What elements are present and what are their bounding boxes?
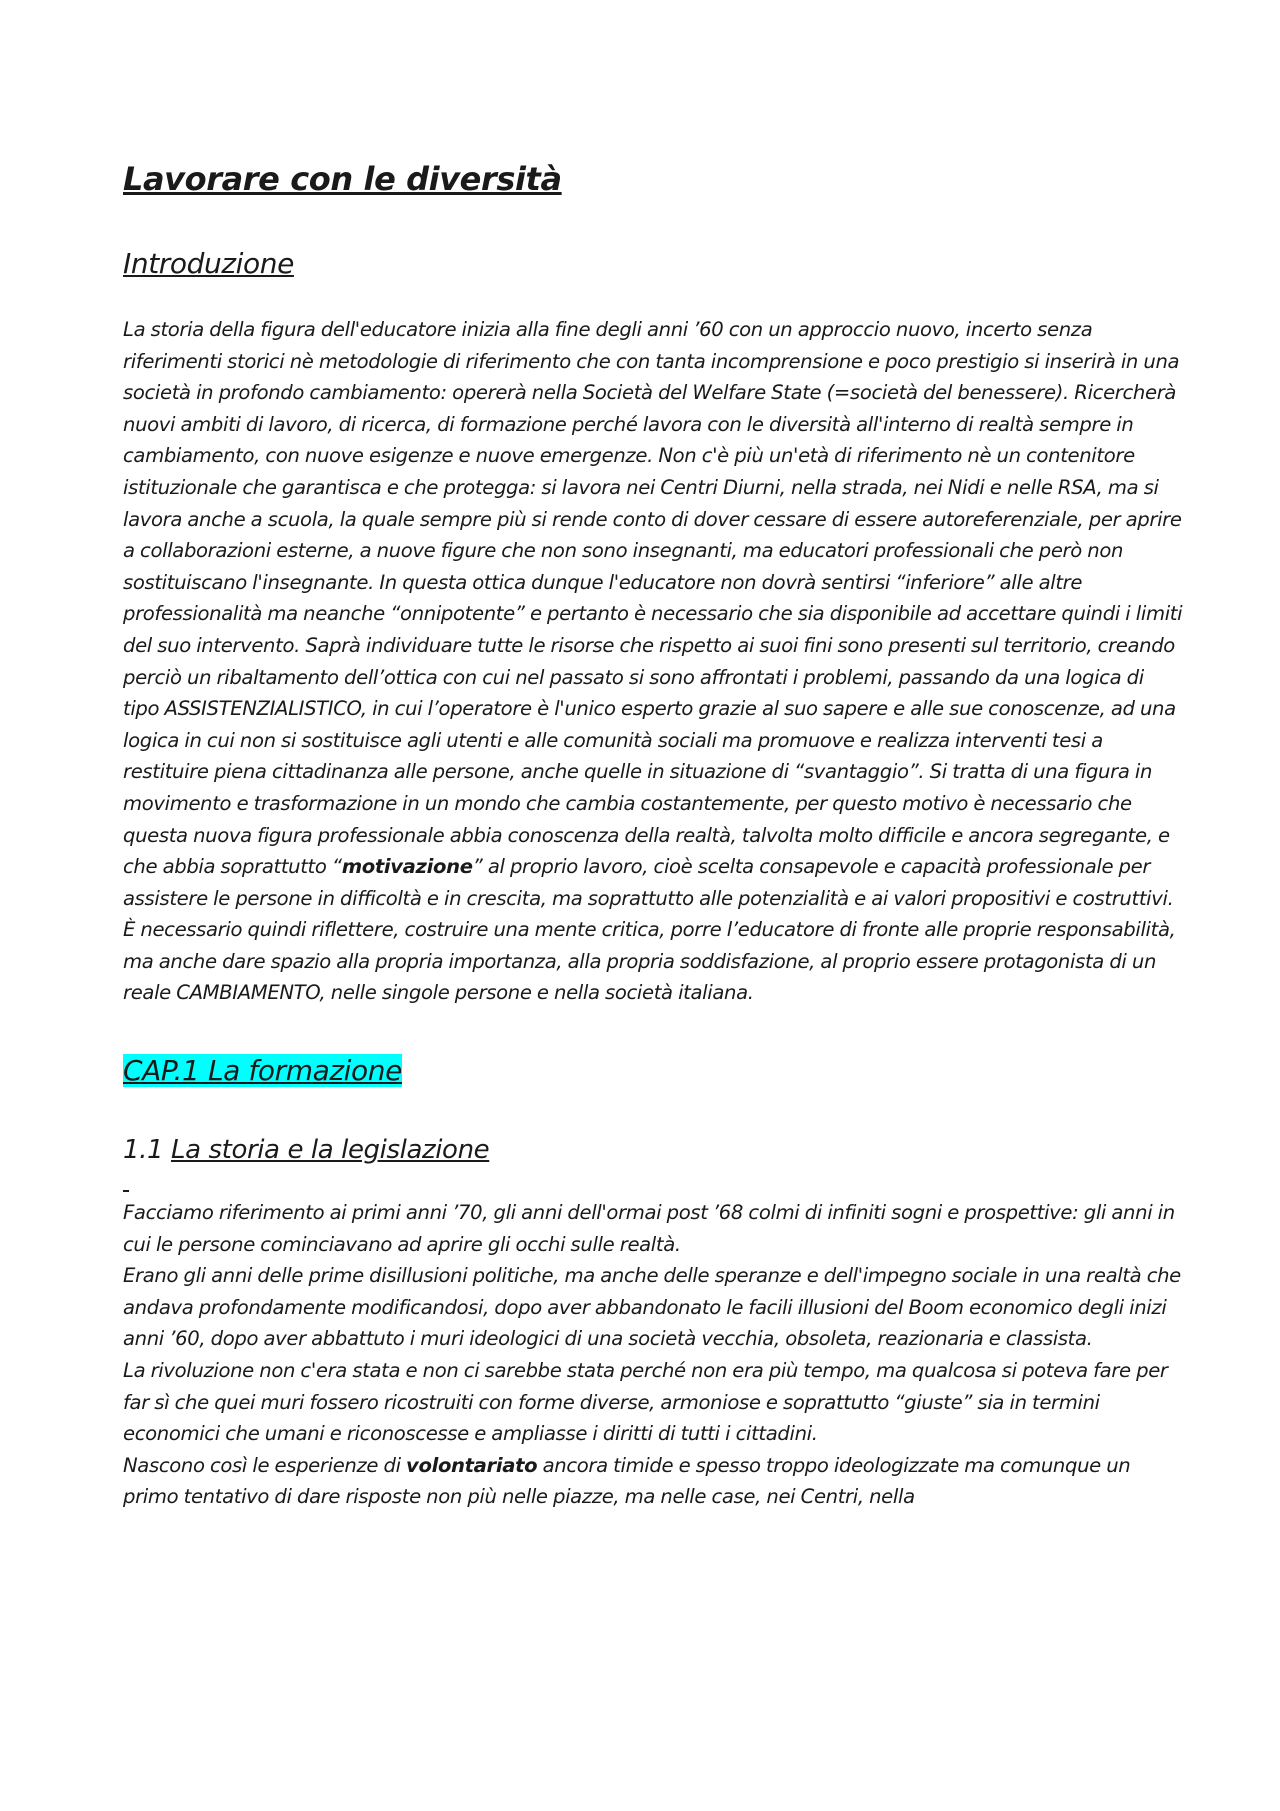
section-p4-part1: Nascono così le esperienze di xyxy=(123,1453,407,1477)
section-paragraph-2: Erano gli anni delle prime disillusioni politiche, ma anche delle speranze e dell'impegno sociale in una realtà che andava profondamente modificandosi, dopo aver abbandonato le facili illusioni del Boom economico degli inizi anni ’60, dopo aver abbattuto i muri ideologici di una società vecchia, obsoleta, reazionaria e classista. xyxy=(123,1264,1181,1351)
introduction-paragraph-2: È necessario quindi riflettere, costruire una mente critica, porre l’educatore di fronte alle proprie responsabilità, ma anche dare spazio alla propria importanza, alla propria soddisfazione, al proprio essere protagonista di un reale CAMBIAMENTO, nelle singole persone e nella società italiana. xyxy=(123,918,1176,1005)
section-heading xyxy=(123,1131,1183,1169)
section-paragraph-1: Facciamo riferimento ai primi anni ’70, gli anni dell'ormai post ’68 colmi di infiniti sogni e prospettive: gli anni in cui le persone cominciavano ad aprire gli occhi sulle realtà. xyxy=(123,1201,1175,1256)
section-paragraph-4 xyxy=(123,1450,1183,1513)
section-paragraph-3: La rivoluzione non c'era stata e non ci sarebbe stata perché non era più tempo, ma qualcosa si poteva fare per far sì che quei muri fossero ricostruiti con forme diverse, armoniose e soprattutto “giuste” sia in termini economici che umani e riconoscesse e ampliasse i diritti di tutti i cittadini. xyxy=(123,1359,1168,1446)
document-page xyxy=(123,150,1183,1513)
intro-text-part2: ” al proprio lavoro, cioè scelta consapevole e capacità professionale per assistere le persone in difficoltà e in crescita, ma soprattutto alle potenzialità e ai valori propositivi e costruttivi. xyxy=(123,855,1174,910)
introduction-paragraph xyxy=(123,314,1183,914)
intro-bold-word: motivazione xyxy=(341,855,473,879)
dash-marker xyxy=(123,1181,1183,1197)
section-p4-bold: volontariato xyxy=(406,1453,538,1477)
section-title: La storia e la legislazione xyxy=(171,1135,490,1166)
chapter-heading xyxy=(123,1051,1183,1091)
chapter-heading-highlight: CAP.1 La formazione xyxy=(123,1054,402,1088)
section-number: 1.1 xyxy=(123,1135,172,1166)
document-title: Lavorare con le diversità xyxy=(123,160,562,198)
intro-text-part1: La storia della figura dell'educatore inizia alla fine degli anni ’60 con un approccio nuovo, incerto senza riferimenti storici nè metodologie di riferimento che con tanta incomprensione e poco prestigio si inserirà in una società in profondo cambiamento: opererà nella Società del Welfare State (=società del benessere). Ricercherà nuovi ambiti di lavoro, di ricerca, di formazione perché lavora con le diversità all'interno di realtà sempre in cambiamento, con nuove esigenze e nuove emergenze. Non c'è più un'età di riferimento nè un contenitore istituzionale che garantisca e che protegga: si lavora nei Centri Diurni, nella strada, nei Nidi e nelle RSA, ma si lavora anche a scuola, la quale sempre più si rende conto di dover cessare di essere autoreferenziale, per aprire a collaborazioni esterne, a nuove figure che non sono insegnanti, ma educatori professionali che però non sostituiscano l'insegnante. In questa ottica dunque l'educatore non dovrà sentirsi “inferiore” alle altre professionalità ma neanche “onnipotente” e pertanto è necessario che sia disponibile ad accettare quindi i limiti del suo intervento. Saprà individuare tutte le risorse che rispetto ai suoi fini sono presenti sul territorio, creando perciò un ribaltamento dell’ottica con cui nel passato si sono affrontati i problemi, passando da una logica di tipo ASSISTENZIALISTICO, in cui l’operatore è l'unico esperto grazie al suo sapere e alle sue conoscenze, ad una logica in cui non si sostituisce agli utenti e alle comunità sociali ma promuove e realizza interventi tesi a restituire piena cittadinanza alle persone, anche quelle in situazione di “svantaggio”. Si tratta di una figura in movimento e trasformazione in un mondo che cambia costantemente, per questo motivo è necessario che questa nuova figura professionale abbia conoscenza della realtà, talvolta molto difficile e ancora segregante, e che abbia soprattutto “ xyxy=(123,318,1183,879)
section-p4-part2: ancora timide e spesso troppo ideologizzate ma comunque un primo tentativo di dare risposte non più nelle piazze, ma nelle case, nei Centri, nella xyxy=(123,1453,1131,1509)
introduction-heading: Introduzione xyxy=(123,247,294,280)
